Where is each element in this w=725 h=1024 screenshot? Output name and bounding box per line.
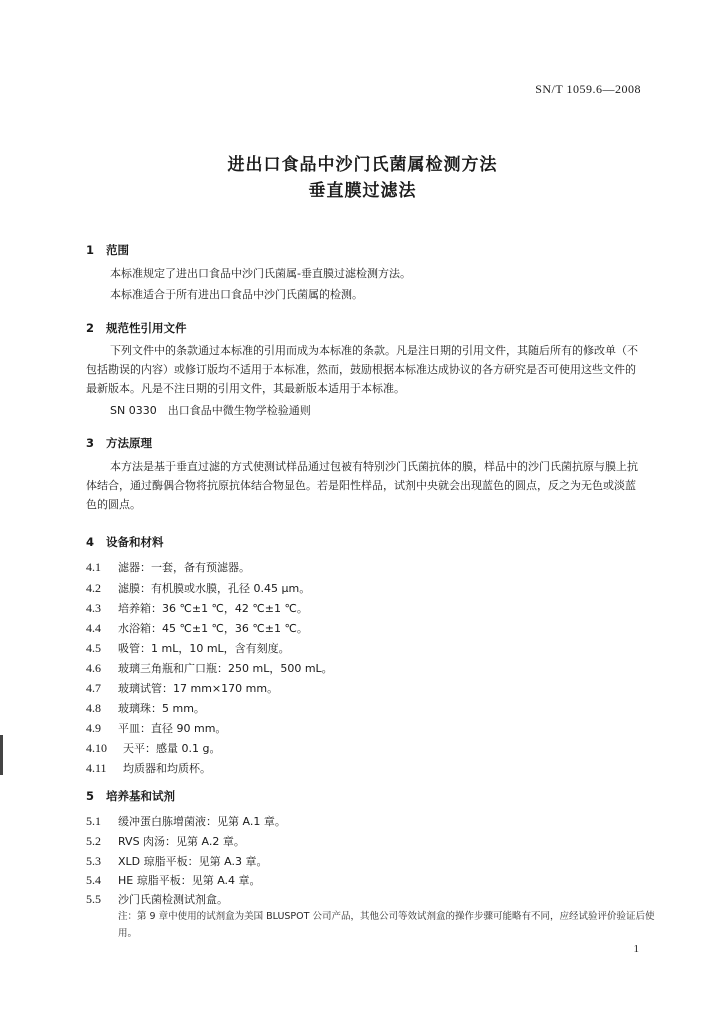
- section-number: 3: [86, 436, 95, 450]
- item-number: 5.3: [86, 854, 101, 868]
- document-subtitle: 垂直膜过滤法: [308, 181, 417, 201]
- item-number: 5.5: [86, 892, 101, 906]
- list-item: [86, 720, 226, 736]
- item-number: 4.7: [86, 681, 101, 695]
- list-item: [86, 853, 267, 869]
- section-1-para-1: 本标准规定了进出口食品中沙门氏菌属-垂直膜过滤检测方法。: [110, 267, 411, 280]
- item-text: 玻璃三角瓶和广口瓶：250 mL，500 mL。: [118, 662, 333, 675]
- item-text: RVS 肉汤：见第 A.2 章。: [118, 835, 245, 848]
- item-text: XLD 琼脂平板：见第 A.3 章。: [118, 855, 268, 868]
- section-title: 规范性引用文件: [106, 321, 187, 335]
- item-text: 培养箱：36 ℃±1 ℃，42 ℃±1 ℃。: [118, 602, 308, 615]
- scan-edge-mark: [0, 735, 3, 775]
- list-item: [86, 700, 205, 716]
- section-3-para: 本方法是基于垂直过滤的方式使测试样品通过包被有特别沙门氏菌抗体的膜，样品中的沙门氏菌抗原与膜上抗体结合，通过酶偶合物将抗原抗体结合物显色。若是阳性样品，试剂中央就会出现蓝色的圆点，反之为无色或淡蓝色的圆点。: [86, 460, 638, 511]
- section-1-heading: [86, 242, 129, 258]
- list-item: [86, 559, 250, 575]
- item-number: 4.10: [86, 741, 107, 755]
- item-text: 缓冲蛋白胨增菌液：见第 A.1 章。: [118, 815, 286, 828]
- item-text: 水浴箱：45 ℃±1 ℃，36 ℃±1 ℃。: [118, 622, 308, 635]
- normative-reference: SN 0330 出口食品中微生物学检验通则: [110, 404, 311, 417]
- item-number: 4.11: [86, 761, 107, 775]
- section-2-heading: [86, 320, 187, 336]
- standard-code: SN/T 1059.6—2008: [535, 82, 641, 96]
- section-title: 范围: [106, 243, 129, 257]
- list-item: [86, 580, 310, 596]
- list-item: [86, 833, 245, 849]
- item-number: 4.3: [86, 601, 101, 615]
- page-number: 1: [633, 943, 639, 955]
- item-text: 均质器和均质杯。: [123, 762, 211, 775]
- footnote: 注：第 9 章中使用的试剂盒为美国 BLUSPOT 公司产品，其他公司等效试剂盒的操作步骤可能略有不同，应经试验评价验证后使用。: [118, 911, 655, 939]
- item-text: HE 琼脂平板：见第 A.4 章。: [118, 874, 261, 887]
- list-item: [86, 891, 228, 907]
- item-number: 4.8: [86, 701, 101, 715]
- list-item: [86, 640, 290, 656]
- section-title: 设备和材料: [106, 535, 164, 549]
- item-number: 5.1: [86, 814, 101, 828]
- item-text: 玻璃珠：5 mm。: [118, 702, 205, 715]
- list-item: [86, 760, 211, 776]
- list-item: [86, 813, 286, 829]
- item-number: 4.1: [86, 560, 101, 574]
- list-item: [86, 740, 220, 756]
- list-item: [86, 680, 278, 696]
- list-item: [86, 872, 261, 888]
- item-number: 5.2: [86, 834, 101, 848]
- section-1-para-2: 本标准适合于所有进出口食品中沙门氏菌属的检测。: [110, 288, 363, 301]
- section-3-heading: [86, 435, 152, 451]
- item-text: 天平：感量 0.1 g。: [123, 742, 221, 755]
- list-item: [86, 620, 308, 636]
- item-number: 4.2: [86, 581, 101, 595]
- item-text: 滤器：一套，备有预滤器。: [118, 561, 250, 574]
- list-item: [86, 660, 333, 676]
- document-title: 进出口食品中沙门氏菌属检测方法: [227, 155, 498, 175]
- section-number: 2: [86, 321, 95, 335]
- section-number: 1: [86, 243, 95, 257]
- item-text: 平皿：直径 90 mm。: [118, 722, 227, 735]
- item-text: 滤膜：有机膜或水膜，孔径 0.45 μm。: [118, 582, 311, 595]
- section-4-heading: [86, 534, 164, 550]
- section-5-heading: [86, 788, 175, 804]
- item-number: 4.4: [86, 621, 101, 635]
- item-number: 4.6: [86, 661, 101, 675]
- section-number: 5: [86, 789, 95, 803]
- section-number: 4: [86, 535, 95, 549]
- section-title: 培养基和试剂: [106, 789, 175, 803]
- section-title: 方法原理: [106, 436, 152, 450]
- item-text: 吸管：1 mL，10 mL，含有刻度。: [118, 642, 290, 655]
- list-item: [86, 600, 308, 616]
- section-2-para: 下列文件中的条款通过本标准的引用而成为本标准的条款。凡是注日期的引用文件，其随后所有的修改单（不包括勘误的内容）或修订版均不适用于本标准，然而，鼓励根据本标准达成协议的各方研究是否可使用这些文件的最新版本。凡是不注日期的引用文件，其最新版本适用于本标准。: [86, 344, 638, 395]
- item-number: 4.9: [86, 721, 101, 735]
- item-number: 5.4: [86, 873, 101, 887]
- item-text: 玻璃试管：17 mm×170 mm。: [118, 682, 279, 695]
- item-text: 沙门氏菌检测试剂盒。: [118, 893, 228, 906]
- item-number: 4.5: [86, 641, 101, 655]
